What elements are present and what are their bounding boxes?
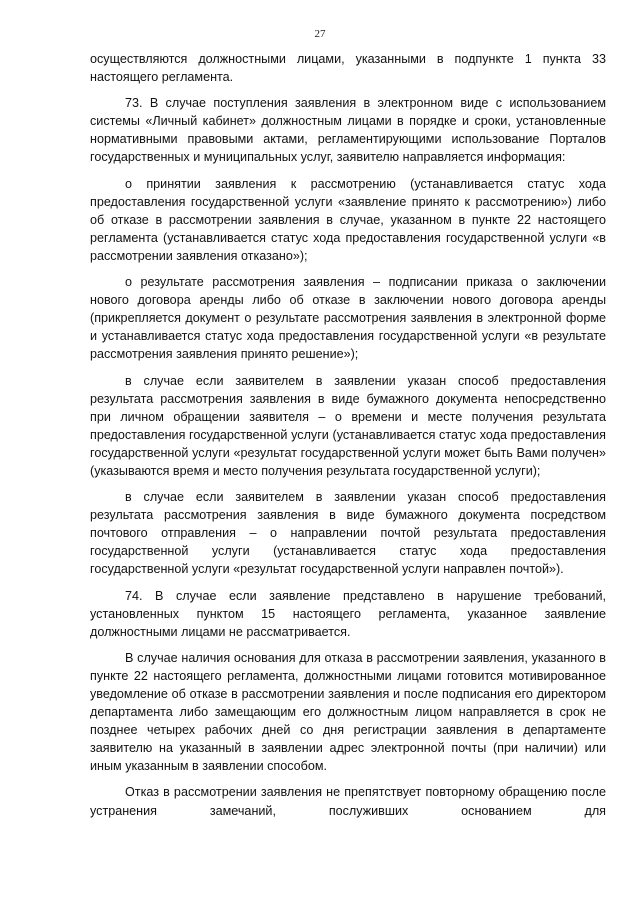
- paragraph-resubmission: Отказ в рассмотрении заявления не препятствует повторному обращению после устранения замечаний, послуживших основанием для: [90, 785, 606, 818]
- paragraph-73: 73. В случае поступления заявления в электронном виде с использованием системы «Личный кабинет» должностным лицами в порядке и сроки, установленные нормативными правовыми актами, регламентирующими использование Порталов государственных и муниципальных услуг, заявителю направляется информация:: [90, 96, 606, 165]
- page-number: 27: [314, 28, 326, 40]
- paragraph-result-info: о результате рассмотрения заявления – подписании приказа о заключении нового договора аренды либо об отказе в заключении нового договора аренды (прикрепляется документ о результате рассмотрения заявления в электронной форме и устанавливается статус хода предоставления государственной услуги «в результате рассмотрения заявления принято решение»);: [90, 275, 606, 362]
- document-body: [90, 50, 606, 820]
- paragraph-continuation: осуществляются должностными лицами, указанными в подпункте 1 пункта 33 настоящего регламента.: [90, 52, 606, 85]
- paragraph-refusal-notice: В случае наличия основания для отказа в рассмотрении заявления, указанного в пункте 22 настоящего регламента, должностными лицами готовится мотивированное уведомление об отказе в рассмотрении заявления и после подписания его директором департамента либо замещающим его должностным лицом направляется в срок не позднее четырех рабочих дней со дня регистрации заявления в департаменте заявителю на указанный в заявлении адрес электронной почты (при наличии) или иным указанным в заявлении способом.: [90, 650, 606, 774]
- paragraph-personal-pickup: в случае если заявителем в заявлении указан способ предоставления результата рассмотрения заявления в виде бумажного документа непосредственно при личном обращении заявителя – о времени и месте получения результата предоставления государственной услуги (устанавливается статус хода предоставления государственной услуги «результат государственной услуги может быть Вами получен» (указываются время и место получения результата государственной услуги);: [90, 373, 606, 478]
- paragraph-74: 74. В случае если заявление представлено в нарушение требований, установленных пунктом 15 настоящего регламента, указанное заявление должностными лицами не рассматривается.: [90, 588, 606, 639]
- paragraph-acceptance-info: о принятии заявления к рассмотрению (устанавливается статус хода предоставления государственной услуги «заявление принято к рассмотрению») либо об отказе в рассмотрении заявления в случае, указанном в пункте 22 настоящего регламента (устанавливается статус хода предоставления государственной услуги «в рассмотрении заявления отказано»);: [90, 176, 606, 263]
- paragraph-postal-delivery: в случае если заявителем в заявлении указан способ предоставления результата рассмотрения заявления в виде бумажного документа посредством почтового отправления – о направлении почтой результата предоставления государственной услуги (устанавливается статус хода предоставления государственной услуги «результат государственной услуги направлен почтой»).: [90, 490, 606, 577]
